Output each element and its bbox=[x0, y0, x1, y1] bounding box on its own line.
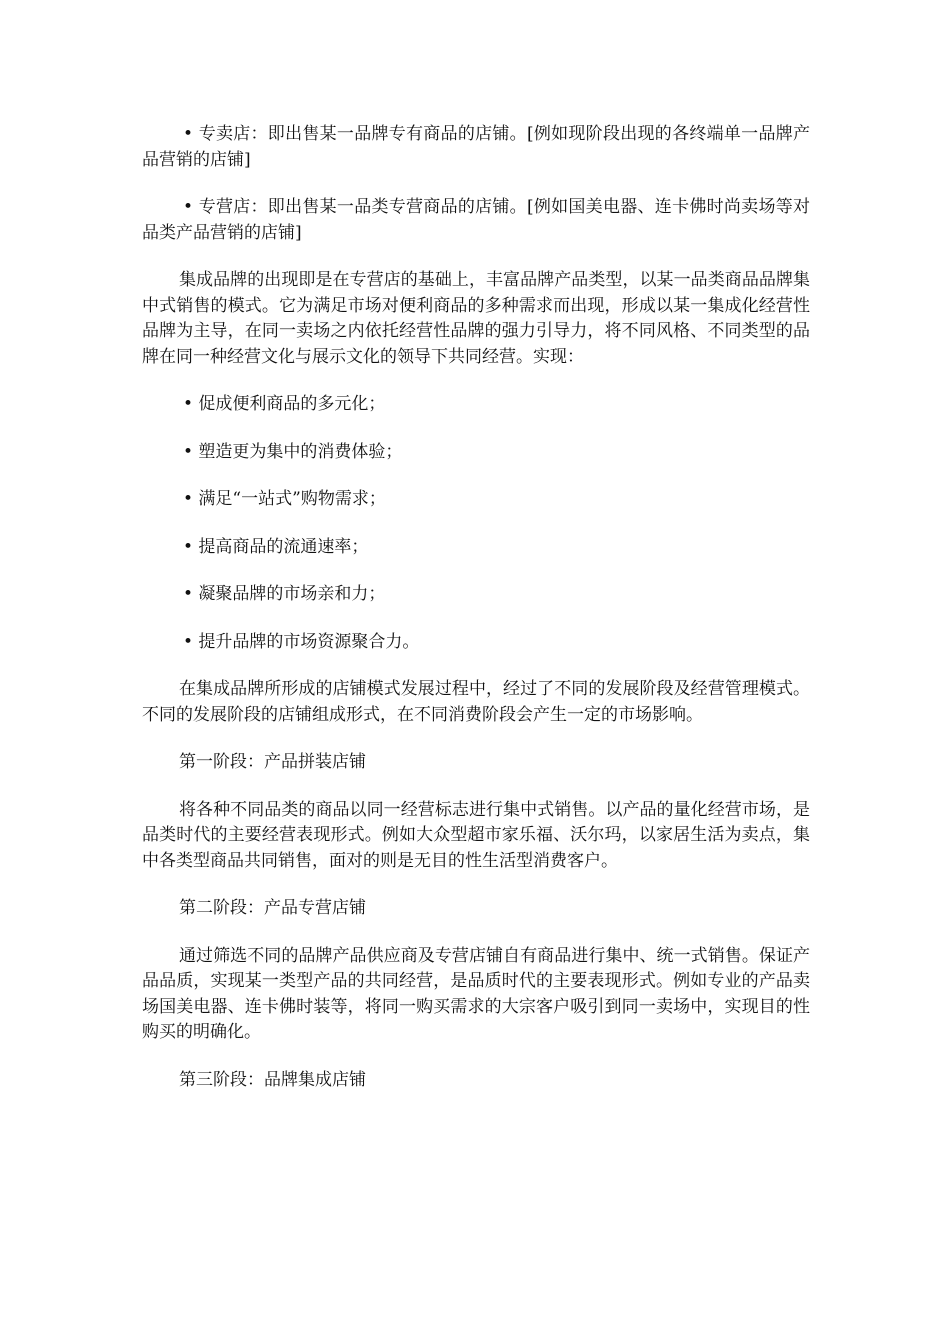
document-page bbox=[142, 122, 810, 1115]
stage-one-heading: 第一阶段：产品拼装店铺 bbox=[179, 752, 366, 772]
stage-two-heading: 第二阶段：产品专营店铺 bbox=[179, 898, 366, 918]
stage-two-body: 通过筛选不同的品牌产品供应商及专营店铺自有商品进行集中、统一式销售。保证产品品质，实现某一类型产品的共同经营，是品质时代的主要表现形式。例如专业的产品卖场国美电器、连卡佛时装等，将同一购买需求的大宗客户吸引到同一卖场中，实现目的性购买的明确化。 bbox=[142, 945, 810, 1042]
list-item: • 提升品牌的市场资源聚合力。 bbox=[183, 631, 420, 652]
definition-specialty-store: • 专卖店：即出售某一品牌专有商品的店铺。[例如现阶段出现的各终端单一品牌产品营销的店铺] bbox=[142, 124, 810, 170]
list-item: • 促成便利商品的多元化； bbox=[183, 394, 386, 414]
stage-three-heading: 第三阶段：品牌集成店铺 bbox=[179, 1069, 366, 1090]
development-paragraph: 在集成品牌所形成的店铺模式发展过程中，经过了不同的发展阶段及经营管理模式。不同的发展阶段的店铺组成形式，在不同消费阶段会产生一定的市场影响。 bbox=[142, 679, 810, 725]
stage-one-body: 将各种不同品类的商品以同一经营标志进行集中式销售。以产品的量化经营市场，是品类时代的主要经营表现形式。例如大众型超市家乐福、沃尔玛，以家居生活为卖点，集中各类型商品共同销售，面对的则是无目的性生活型消费客户。 bbox=[142, 799, 810, 871]
intro-paragraph: 集成品牌的出现即是在专营店的基础上，丰富品牌产品类型，以某一品类商品品牌集中式销售的模式。它为满足市场对便利商品的多种需求而出现，形成以某一集成化经营性品牌为主导，在同一卖场之内依托经营性品牌的强力引导力，将不同风格、不同类型的品牌在同一种经营文化与展示文化的领导下共同经营。实现： bbox=[142, 270, 810, 367]
benefits-list bbox=[142, 392, 810, 655]
list-item: • 提高商品的流通速率； bbox=[183, 536, 369, 557]
list-item: • 凝聚品牌的市场亲和力； bbox=[183, 584, 386, 604]
definition-category-store: • 专营店：即出售某一品类专营商品的店铺。[例如国美电器、连卡佛时尚卖场等对品类产品营销的店铺] bbox=[142, 197, 810, 243]
list-item: • 塑造更为集中的消费体验； bbox=[183, 441, 403, 462]
list-item: • 满足“一站式”购物需求； bbox=[183, 489, 386, 509]
